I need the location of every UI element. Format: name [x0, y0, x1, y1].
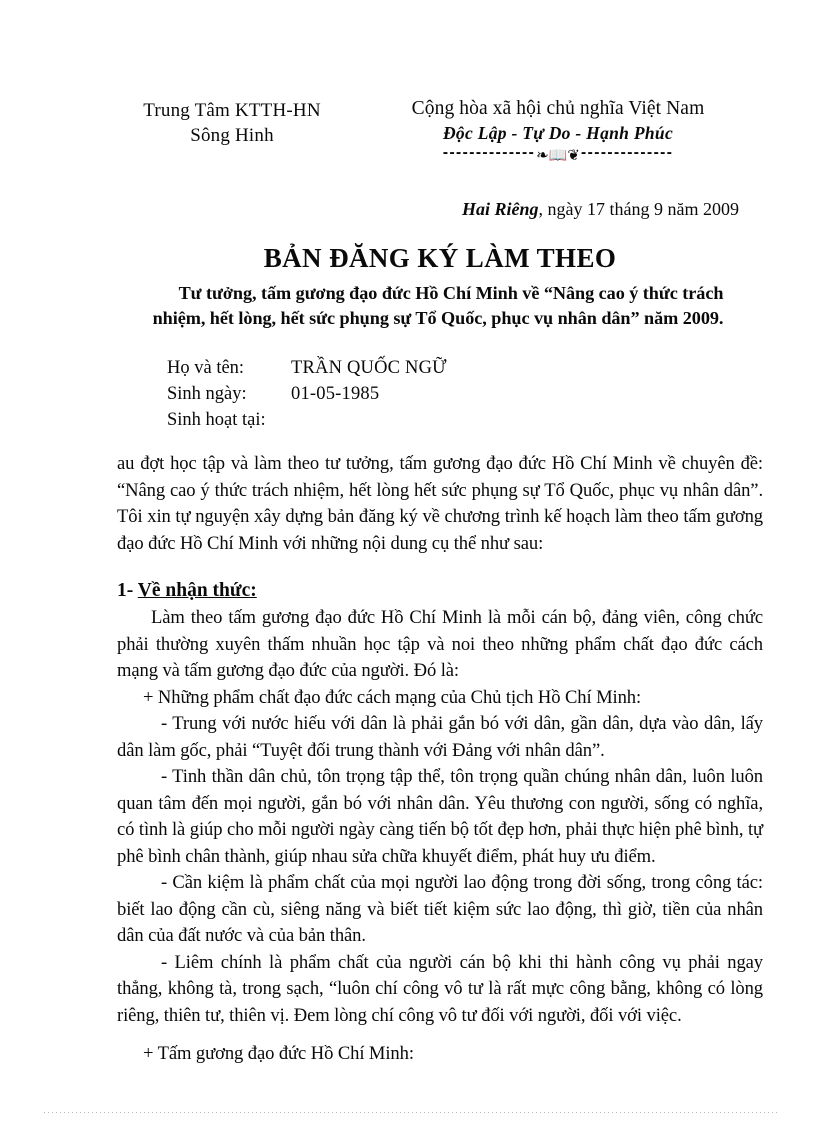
section-1-paragraph-4: - Tinh thần dân chủ, tôn trọng tập thể, tôn trọng quần chúng nhân dân, luôn luôn quan tâm đến mọi người, gắn bó với nhân dân. Yêu thương con người, sống có nghĩa, có tình là giúp cho mỗi người ngày càng tiến bộ tốt đẹp hơn, phải thực hiện phê bình, tự phê bình chân thành, giúp nhau sửa chữa khuyết điểm, phát huy ưu điểm. — [117, 766, 763, 867]
info-row-full-name — [167, 355, 763, 381]
date-place: Hai Riêng — [462, 199, 539, 219]
birth-date-label: Sinh ngày: — [167, 384, 247, 404]
date-text: , ngày 17 tháng 9 năm 2009 — [538, 199, 739, 219]
intro-paragraph: au đợt học tập và làm theo tư tưởng, tấm gương đạo đức Hồ Chí Minh về chuyên đề: “Nâng cao ý thức trách nhiệm, hết lòng hết sức phụng sự Tổ Quốc, phục vụ nhân dân”. Tôi xin tự nguyện xây dựng bản đăng ký về chương trình kế hoạch làm theo tấm gương đạo đức Hồ Chí Minh với những nội dung cụ thể như sau: — [117, 453, 763, 554]
section-1-heading — [117, 577, 763, 605]
document-subtitle — [117, 281, 763, 331]
section-1-closing-line: + Tấm gương đạo đức Hồ Chí Minh: — [143, 1043, 414, 1064]
scan-edge-artifact — [44, 1112, 780, 1113]
person-info-block — [167, 355, 763, 433]
organization-block — [117, 96, 347, 148]
document-subtitle-line2: nhiệm, hết lòng, hết sức phụng sự Tổ Quốc, phục vụ nhân dân” năm 2009. — [152, 308, 724, 328]
national-heading-block — [347, 96, 763, 166]
full-name-value: TRẦN QUỐC NGỮ — [291, 358, 447, 378]
info-row-birth-date — [167, 381, 763, 407]
national-motto: Độc Lập - Tự Do - Hạnh Phúc — [442, 123, 674, 143]
birth-date-value: 01-05-1985 — [291, 384, 380, 404]
document-title: BẢN ĐĂNG KÝ LÀM THEO — [263, 243, 617, 273]
ornamental-divider — [353, 146, 763, 166]
residence-label: Sinh hoạt tại: — [167, 410, 266, 430]
document-content — [117, 96, 763, 1068]
section-1-paragraph-3: - Trung với nước hiếu với dân là phải gắn bó với dân, gần dân, dựa vào dân, lấy dân làm gốc, phải “Tuyệt đối trung thành với Đảng với nhân dân”. — [117, 713, 763, 761]
date-line — [117, 197, 763, 221]
info-row-residence — [167, 407, 763, 433]
letterhead — [117, 96, 763, 166]
divider-dashes-right: -------------- — [580, 146, 674, 161]
organization-name-line1: Trung Tâm KTTH-HN — [143, 100, 321, 121]
full-name-label: Họ và tên: — [167, 358, 245, 378]
organization-name-line2: Sông Hinh — [190, 125, 274, 146]
section-1-paragraph-1: Làm theo tấm gương đạo đức Hồ Chí Minh là mỗi cán bộ, đảng viên, công chức phải thường xuyên thấm nhuần học tập và noi theo những phẩm chất đạo đức cách mạng và tấm gương đạo đức của người. Đó là: — [117, 607, 763, 681]
section-1-paragraph-2: + Những phẩm chất đạo đức cách mạng của Chủ tịch Hồ Chí Minh: — [143, 686, 642, 708]
section-1-paragraph-5: - Cần kiệm là phẩm chất của mọi người lao động trong đời sống, trong công tác: biết lao động cần cù, siêng năng và biết tiết kiệm sức lao động, thì giờ, tiền của nhân dân của đất nước và của bản thân. — [117, 872, 763, 946]
section-1-paragraph-6: - Liêm chính là phẩm chất của người cán bộ khi thi hành công vụ phải ngay thẳng, không tà, trong sạch, “luôn chí công vô tư là rất mực công bằng, không có lòng riêng, thiên tư, thiên vị. Đem lòng chí công vô tư đối với người, đối với việc. — [117, 951, 763, 1026]
paragraph-spacer — [117, 1029, 763, 1041]
document-subtitle-line1: Tư tưởng, tấm gương đạo đức Hồ Chí Minh về “Nâng cao ý thức trách — [178, 283, 724, 303]
book-ornament-icon: ❧📖❦ — [536, 146, 580, 164]
section-1-number: 1- — [117, 580, 134, 601]
section-1-title: Về nhận thức: — [137, 580, 257, 601]
divider-dashes-left: -------------- — [442, 146, 536, 161]
national-title: Cộng hòa xã hội chủ nghĩa Việt Nam — [411, 98, 705, 119]
